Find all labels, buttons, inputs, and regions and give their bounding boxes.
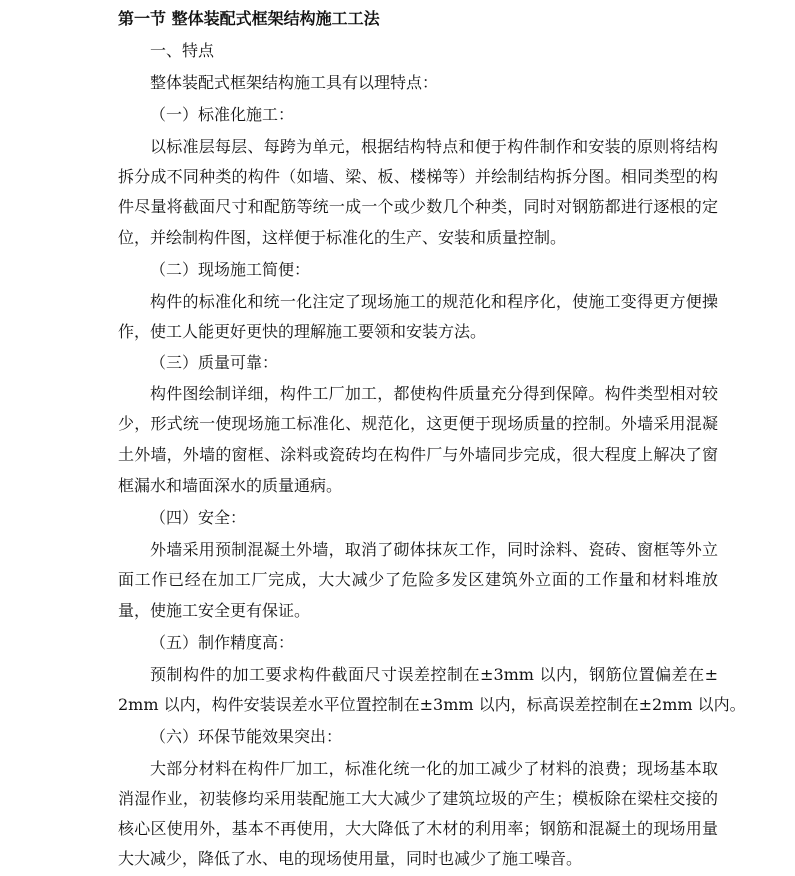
s5-line-1: 预制构件的加工要求构件截面尺寸误差控制在±3mm 以内，钢筋位置偏差在± <box>150 665 718 684</box>
s4-line-3: 量，使施工安全更有保证。 <box>118 601 311 620</box>
s6-line-2: 消湿作业，初装修均采用装配施工大大减少了建筑垃圾的产生；模板除在梁柱交接的 <box>118 789 718 808</box>
s6-line-3: 核心区使用外，基本不再使用，大大降低了木材的利用率；钢筋和混凝土的现场用量 <box>118 819 718 838</box>
features-heading: 一、特点 <box>150 41 215 60</box>
s1-heading: （一）标准化施工： <box>150 105 295 124</box>
s1-line-1: 以标准层每层、每跨为单元，根据结构特点和便于构件制作和安装的原则将结构 <box>150 137 718 156</box>
s2-line-2: 作，使工人能更好更快的理解施工要领和安装方法。 <box>118 322 487 341</box>
s4-heading: （四）安全： <box>150 508 247 527</box>
s2-heading: （二）现场施工简便： <box>150 260 311 279</box>
s6-line-1: 大部分材料在构件厂加工，标准化统一化的加工减少了材料的浪费；现场基本取 <box>150 759 718 778</box>
intro-text: 整体装配式框架结构施工具有以理特点： <box>150 73 439 92</box>
s4-line-1: 外墙采用预制混凝土外墙，取消了砌体抹灰工作，同时涂料、瓷砖、窗框等外立 <box>150 540 718 559</box>
s2-line-1: 构件的标准化和统一化注定了现场施工的规范化和程序化，使施工变得更方便操 <box>150 292 718 311</box>
s4-line-2: 面工作已经在加工厂完成，大大减少了危险多发区建筑外立面的工作量和材料堆放 <box>118 570 718 589</box>
s3-line-4: 框漏水和墙面深水的质量通病。 <box>118 476 343 495</box>
s3-line-1: 构件图绘制详细，构件工厂加工，都使构件质量充分得到保障。构件类型相对较 <box>150 384 718 403</box>
section-title: 第一节 整体装配式框架结构施工工法 <box>118 9 380 28</box>
s5-heading: （五）制作精度高： <box>150 633 295 652</box>
s6-heading: （六）环保节能效果突出： <box>150 727 343 746</box>
s5-line-2: 2mm 以内，构件安装误差水平位置控制在±3mm 以内，标高误差控制在±2mm 以内。 <box>118 695 746 714</box>
s1-line-4: 位，并绘制构件图，这样便于标准化的生产、安装和质量控制。 <box>118 228 567 247</box>
s1-line-2: 拆分成不同种类的构件（如墙、梁、板、楼梯等）并绘制结构拆分图。相同类型的构 <box>118 167 718 186</box>
s6-line-4: 大大减少，降低了水、电的现场使用量，同时也减少了施工噪音。 <box>118 849 583 868</box>
s3-line-3: 土外墙，外墙的窗框、涂料或瓷砖均在构件厂与外墙同步完成，很大程度上解决了窗 <box>118 445 718 464</box>
s3-line-2: 少，形式统一使现场施工标准化、规范化，这更便于现场质量的控制。外墙采用混凝 <box>118 414 718 433</box>
s3-heading: （三）质量可靠： <box>150 353 279 372</box>
s1-line-3: 件尽量将截面尺寸和配筋等统一成一个或少数几个种类，同时对钢筋都进行逐根的定 <box>118 197 718 216</box>
